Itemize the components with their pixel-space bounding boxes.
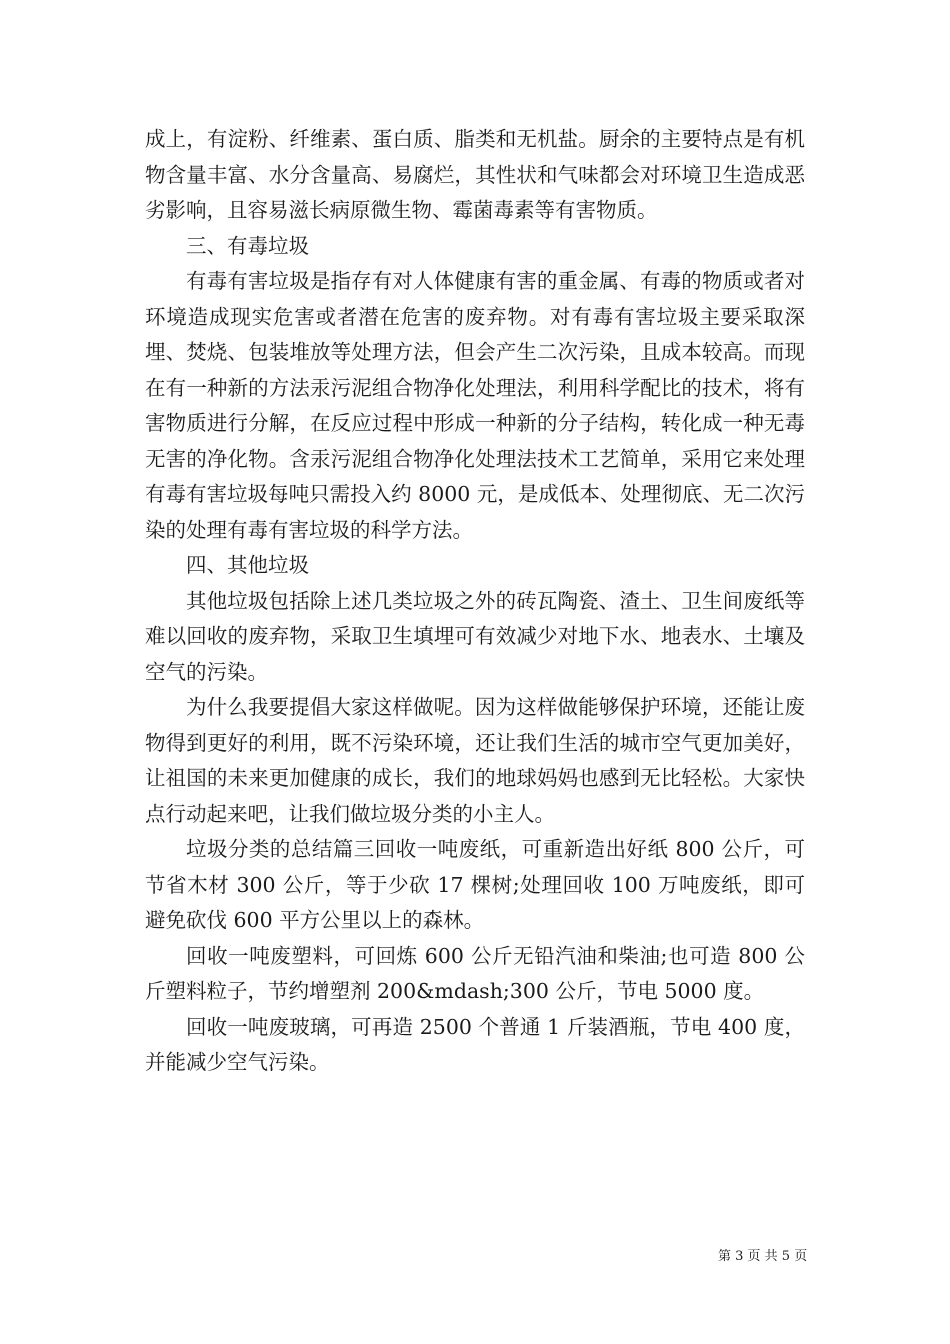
- paragraph-toxic-waste: 有毒有害垃圾是指存有对人体健康有害的重金属、有毒的物质或者对环境造成现实危害或者潜在危害的废弃物。对有毒有害垃圾主要采取深埋、焚烧、包装堆放等处理方法，但会产生二次污染，且成本较高。而现在有一种新的方法汞污泥组合物净化处理法，利用科学配比的技术，将有害物质进行分解，在反应过程中形成一种新的分子结构，转化成一种无毒无害的净化物。含汞污泥组合物净化处理法技术工艺简单，采用它来处理有毒有害垃圾每吨只需投入约 8000 元，是成低本、处理彻底、无二次污染的处理有毒有害垃圾的科学方法。: [145, 269, 805, 542]
- heading-other-waste: 四、其他垃圾: [186, 553, 309, 577]
- paragraph-food-waste-continued: 成上，有淀粉、纤维素、蛋白质、脂类和无机盐。厨余的主要特点是有机物含量丰富、水分含量高、易腐烂，其性状和气味都会对环境卫生造成恶劣影响，且容易滋长病原微生物、霉菌毒素等有害物质。: [145, 127, 805, 222]
- paragraph-recycle-paper: 垃圾分类的总结篇三回收一吨废纸，可重新造出好纸 800 公斤，可节省木材 300 公斤，等于少砍 17 棵树;处理回收 100 万吨废纸，即可避免砍伐 600 平方公里以上的森林。: [145, 837, 805, 932]
- page-number: 第 3 页 共 5 页: [718, 1249, 808, 1264]
- paragraph-other-waste: 其他垃圾包括除上述几类垃圾之外的砖瓦陶瓷、渣土、卫生间废纸等难以回收的废弃物，采取卫生填埋可有效减少对地下水、地表水、土壤及空气的污染。: [145, 588, 805, 684]
- body-text: [145, 122, 805, 1081]
- heading-toxic-waste: 三、有毒垃圾: [186, 233, 309, 258]
- paragraph-why-advocate: 为什么我要提倡大家这样做呢。因为这样做能够保护环境，还能让废物得到更好的利用，既不污染环境，还让我们生活的城市空气更加美好，让祖国的未来更加健康的成长，我们的地球妈妈也感到无比轻松。大家快点行动起来吧，让我们做垃圾分类的小主人。: [145, 695, 805, 826]
- paragraph-recycle-plastic: 回收一吨废塑料，可回炼 600 公斤无铅汽油和柴油;也可造 800 公斤塑料粒子，节约增塑剂 200&mdash;300 公斤，节电 5000 度。: [145, 943, 805, 1003]
- paragraph-recycle-glass: 回收一吨废玻璃，可再造 2500 个普通 1 斤装酒瓶，节电 400 度，并能减少空气污染。: [145, 1014, 805, 1074]
